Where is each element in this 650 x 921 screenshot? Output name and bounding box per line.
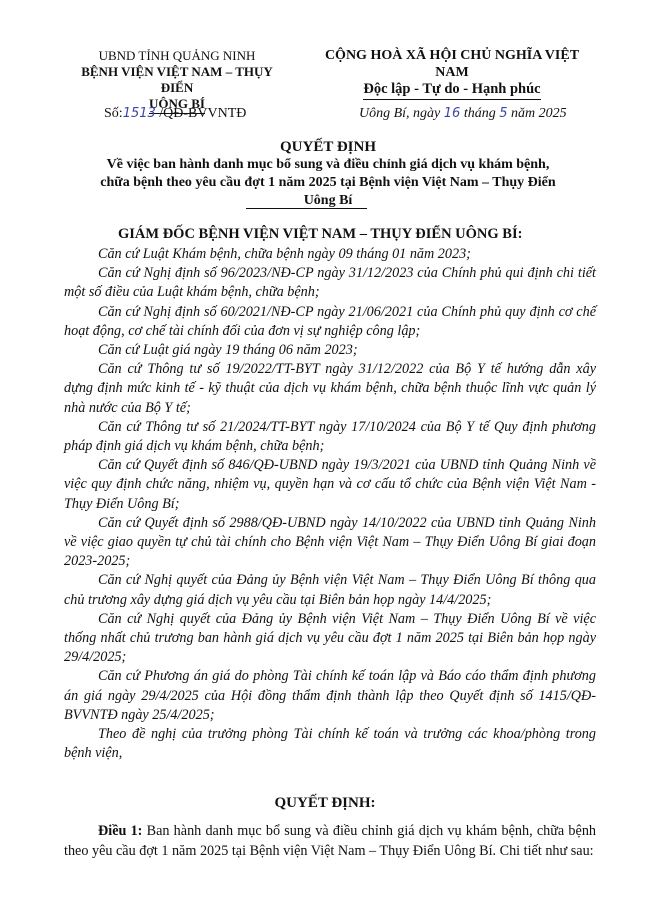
document-title-block <box>60 138 596 210</box>
legal-basis-item: Căn cứ Thông tư số 19/2022/TT-BYT ngày 31/12/2022 của Bộ Y tế hướng dẫn xây dựng định mức kinh tế - kỹ thuật của dịch vụ khám bệnh, chữa bệnh thuộc lĩnh vực quản lý nhà nước của Bộ Y tế; <box>64 361 596 416</box>
decision-heading: QUYẾT ĐỊNH: <box>274 795 376 811</box>
legal-basis-item: Căn cứ Nghị định số 96/2023/NĐ-CP ngày 31/12/2023 của Chính phủ qui định chi tiết một số điều của Luật khám bệnh, chữa bệnh; <box>64 265 596 301</box>
nation-name: CỘNG HOÀ XÃ HỘI CHỦ NGHĨA VIỆT NAM <box>324 48 580 80</box>
document-number-suffix: /QĐ-BVVNTĐ <box>159 106 247 121</box>
date-month-handwritten: 5 <box>499 106 508 121</box>
legal-bases <box>64 245 596 763</box>
document-subject-line2: chữa bệnh theo yêu cầu đợt 1 năm 2025 tại Bệnh viện Việt Nam – Thụy Điển <box>100 175 556 190</box>
legal-basis-item: Căn cứ Nghị quyết của Đảng ủy Bệnh viện Việt Nam – Thụy Điển Uông Bí thông qua chủ trương xây dựng giá dịch vụ yêu cầu tại Biên bản họp ngày 14/4/2025; <box>64 572 596 608</box>
article-1 <box>64 821 596 861</box>
issuing-authority: GIÁM ĐỐC BỆNH VIỆN VIỆT NAM – THỤY ĐIỂN UÔNG BÍ: <box>118 226 523 242</box>
agency-name: UBND TỈNH QUẢNG NINH <box>98 48 256 63</box>
national-title-block <box>308 47 596 100</box>
legal-basis-item: Căn cứ Nghị định số 60/2021/NĐ-CP ngày 21/06/2021 của Chính phủ quy định cơ chế hoạt động, cơ chế tài chính đối của đơn vị sự nghiệp công lập; <box>64 303 596 339</box>
legal-basis-item: Căn cứ Quyết định số 2988/QĐ-UBND ngày 14/10/2022 của UBND tỉnh Quảng Ninh về việc giao quyền tự chủ tài chính cho Bệnh viện Việt Nam – Thụy Điển Uông Bí giai đoạn 2023-2025; <box>64 514 596 570</box>
organization-name-line1: BỆNH VIỆN VIỆT NAM – THỤY ĐIỂN <box>81 64 273 95</box>
date-month-word: tháng <box>463 106 496 121</box>
document-number-handwritten: 1513 <box>122 106 156 121</box>
document-title: QUYẾT ĐỊNH <box>280 139 376 155</box>
article-1-text: Ban hành danh mục bổ sung và điều chỉnh giá dịch vụ khám bệnh, chữa bệnh theo yêu cầu đợt 1 năm 2025 tại Bệnh viện Việt Nam – Thụy Điển Uông Bí. Chi tiết như sau: <box>64 823 597 859</box>
organization-name-line2: UÔNG BÍ <box>149 96 205 114</box>
document-number <box>104 106 246 122</box>
date-place: Uông Bí, ngày <box>359 106 441 121</box>
legal-basis-item: Căn cứ Phương án giá do phòng Tài chính kế toán lập và Báo cáo thẩm định phương án giá ngày 29/4/2025 của Hội đồng thẩm định thành lập theo Quyết định số 1415/QĐ-BVVNTĐ ngày 25/4/2025; <box>64 668 596 723</box>
document-subject-line3: Uông Bí <box>303 193 353 208</box>
issuing-agency-block <box>64 48 290 114</box>
date-day-handwritten: 16 <box>443 106 461 121</box>
legal-basis-item: Căn cứ Luật giá ngày 19 tháng 06 năm 2023; <box>98 342 358 359</box>
legal-basis-item: Căn cứ Thông tư số 21/2024/TT-BYT ngày 17/10/2024 của Bộ Y tế Quy định phương pháp định giá dịch vụ khám bệnh, chữa bệnh; <box>64 418 596 455</box>
date-year: năm 2025 <box>510 106 567 121</box>
legal-basis-item: Căn cứ Luật Khám bệnh, chữa bệnh ngày 09 tháng 01 năm 2023; <box>98 246 471 262</box>
title-underline <box>246 208 367 209</box>
proposal-basis: Theo đề nghị của trưởng phòng Tài chính kế toán và trưởng các khoa/phòng trong bệnh viện, <box>64 726 596 762</box>
document-date <box>359 106 567 122</box>
legal-basis-item: Căn cứ Nghị quyết của Đảng ủy Bệnh viện Việt Nam – Thụy Điển Uông Bí về việc thống nhất chủ trương ban hành giá dịch vụ yêu cầu đợt 1 năm 2025 tại Biên bản họp ngày 29/4/2025; <box>64 610 596 666</box>
document-subject-line1: Về việc ban hành danh mục bổ sung và điều chỉnh giá dịch vụ khám bệnh, <box>106 157 550 172</box>
document-number-prefix: Số: <box>104 106 123 121</box>
national-motto: Độc lập - Tự do - Hạnh phúc <box>363 81 540 100</box>
article-1-label: Điều 1: <box>98 823 143 839</box>
legal-basis-item: Căn cứ Quyết định số 846/QĐ-UBND ngày 19/3/2021 của UBND tỉnh Quảng Ninh về việc quy định chức năng, nhiệm vụ, quyền hạn và cơ cấu tổ chức của Bệnh viện Việt Nam - Thụy Điển Uông Bí; <box>64 457 596 512</box>
